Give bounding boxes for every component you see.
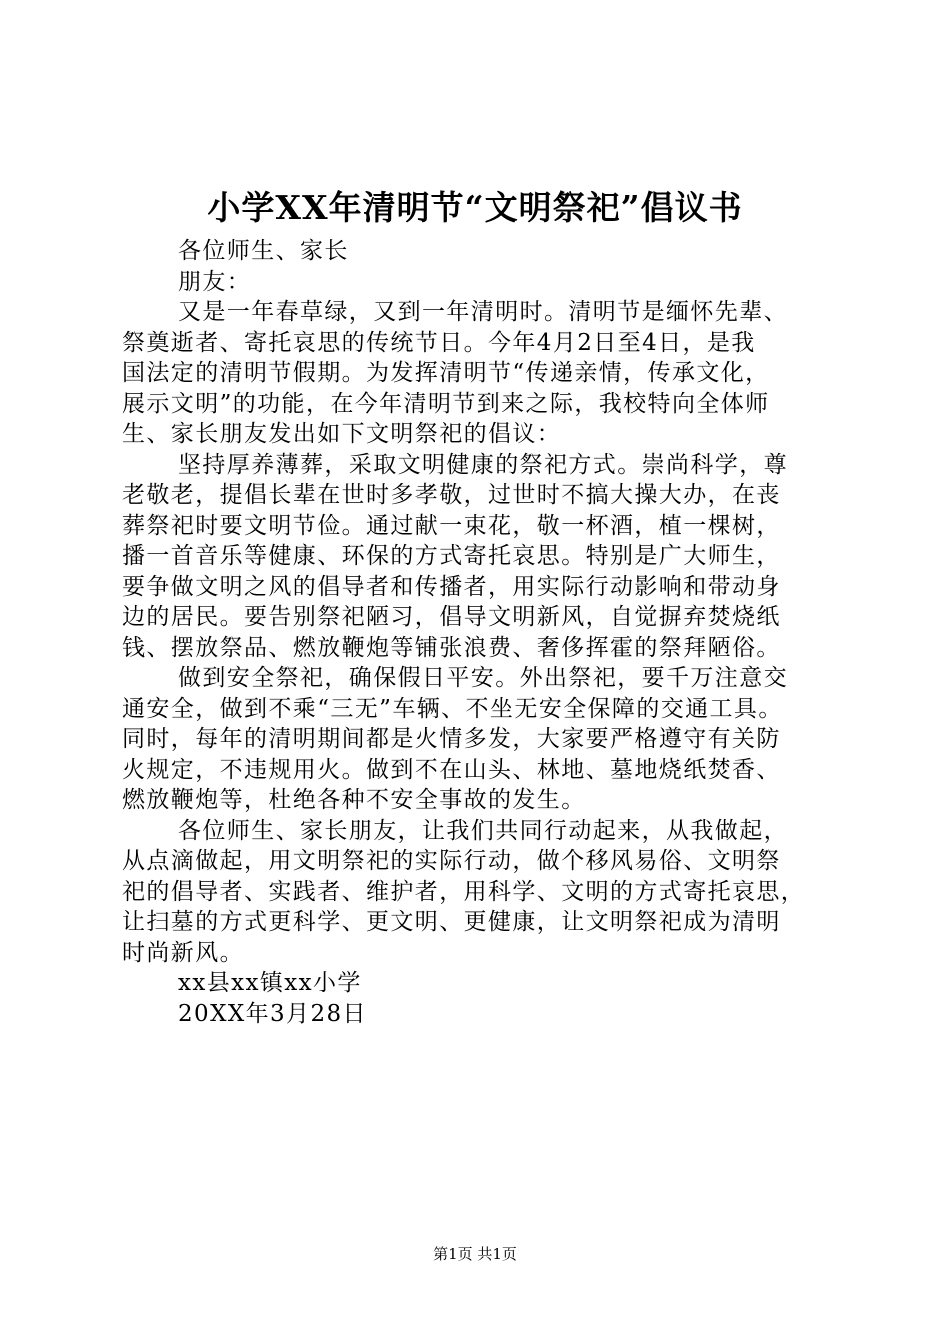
- body-text-line: 各位师生、家长: [178, 238, 349, 264]
- document-title: 小学XX年清明节“文明祭祀”倡议书: [207, 188, 743, 227]
- body-text-line: 做到安全祭祀，确保假日平安。外出祭祀，要千万注意交: [178, 665, 788, 691]
- body-text-line: 20XX年3月28日: [178, 1000, 367, 1027]
- body-text-line: 朋友：: [178, 268, 252, 295]
- body-text-line: 通安全，做到不乘“三无”车辆、不坐无安全保障的交通工具。: [122, 695, 783, 722]
- body-text-line: 播一首音乐等健康、环保的方式寄托哀思。特别是广大师生，: [122, 543, 781, 569]
- body-text-line: 从点滴做起，用文明祭祀的实际行动，做个移风易俗、文明祭: [122, 848, 781, 874]
- body-text-line: 要争做文明之风的倡导者和传播者，用实际行动影响和带动身: [122, 573, 781, 600]
- body-text-line: 边的居民。要告别祭祀陋习，倡导文明新风，自觉摒弃焚烧纸: [122, 604, 781, 630]
- body-text-line: 祀的倡导者、实践者、维护者，用科学、文明的方式寄托哀思，: [122, 878, 806, 905]
- body-text-line: 坚持厚养薄葬，采取文明健康的祭祀方式。崇尚科学，尊: [178, 451, 788, 478]
- body-text-line: 老敬老，提倡长辈在世时多孝敬，过世时不搞大操大办，在丧: [122, 482, 781, 508]
- document-body: [122, 236, 842, 1029]
- body-text-line: 又是一年春草绿，又到一年清明时。清明节是缅怀先辈、: [178, 299, 788, 325]
- body-text-line: 让扫墓的方式更科学、更文明、更健康，让文明祭祀成为清明: [122, 909, 781, 935]
- body-text-line: 国法定的清明节假期。为发挥清明节“传递亲情，传承文化，: [122, 360, 770, 386]
- body-text-line: 展示文明”的功能，在今年清明节到来之际，我校特向全体师: [122, 390, 770, 417]
- body-text-line: 钱、摆放祭品、燃放鞭炮等铺张浪费、奢侈挥霍的祭拜陋俗。: [122, 634, 781, 661]
- body-text-line: 生、家长朋友发出如下文明祭祀的倡议：: [122, 421, 562, 447]
- body-text-line: xx县xx镇xx小学: [178, 970, 362, 996]
- body-text-line: 燃放鞭炮等，杜绝各种不安全事故的发生。: [122, 787, 586, 813]
- body-text-line: 火规定，不违规用火。做到不在山头、林地、墓地烧纸焚香、: [122, 756, 781, 783]
- page-number-footer: 第1页 共1页: [433, 1245, 517, 1263]
- body-text-line: 祭奠逝者、寄托哀思的传统节日。今年4月2日至4日，是我: [122, 329, 756, 356]
- body-text-line: 葬祭祀时要文明节俭。通过献一束花，敬一杯酒，植一棵树，: [122, 512, 781, 539]
- body-text-line: 各位师生、家长朋友，让我们共同行动起来，从我做起，: [178, 817, 788, 844]
- body-text-line: 时尚新风。: [122, 939, 244, 966]
- body-text-line: 同时，每年的清明期间都是火情多发，大家要严格遵守有关防: [122, 726, 781, 752]
